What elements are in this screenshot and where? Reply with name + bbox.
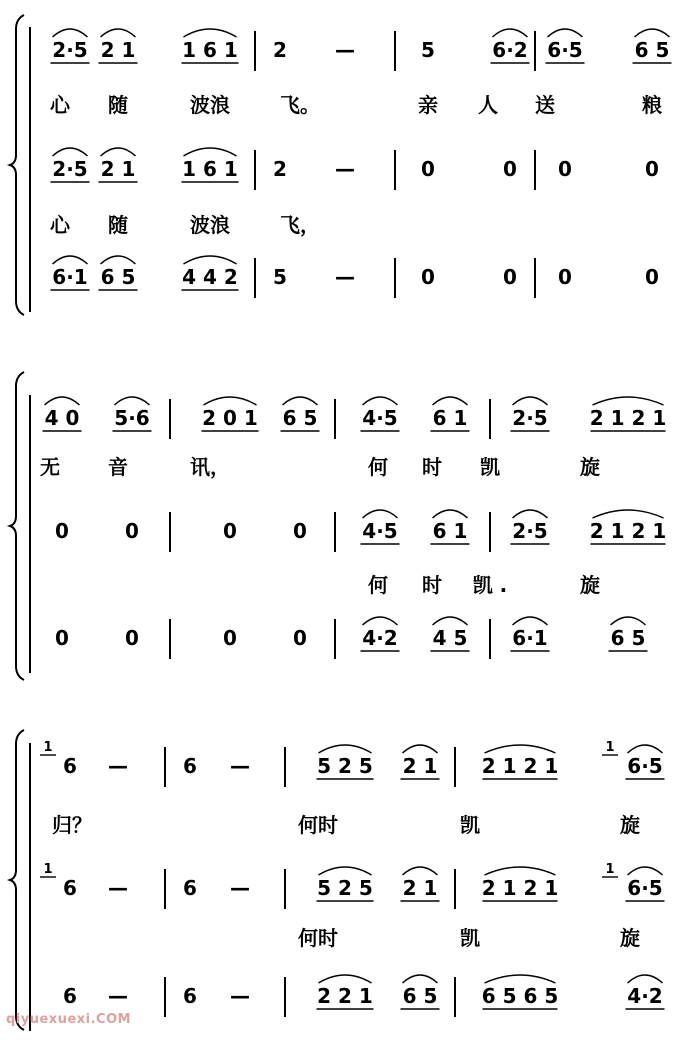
note-group: 6·1 bbox=[512, 626, 548, 650]
note-group: 2 bbox=[273, 38, 287, 62]
note-group: 6 1 bbox=[432, 519, 468, 543]
system-brace bbox=[10, 372, 24, 680]
slur-arc bbox=[628, 975, 663, 983]
lyric-word: 凯 bbox=[480, 455, 500, 479]
lyric-word: 无 bbox=[40, 455, 60, 479]
note-group: 0 bbox=[223, 626, 237, 650]
note-group: 6·5 bbox=[547, 38, 583, 62]
note-group: 0 bbox=[558, 265, 572, 289]
lyric-word: 飞， bbox=[280, 213, 320, 237]
slur-arc bbox=[53, 148, 88, 156]
note-group: 0 bbox=[558, 157, 572, 181]
note-group: 6 bbox=[63, 984, 77, 1008]
slur-arc bbox=[485, 975, 556, 983]
slur-arc bbox=[513, 510, 548, 518]
lyric-word: 归？ bbox=[52, 813, 92, 837]
slur-arc bbox=[184, 256, 237, 264]
note-group: 6 bbox=[183, 754, 197, 778]
slur-arc bbox=[101, 148, 136, 156]
slur-arc bbox=[493, 29, 528, 37]
note-group: 6 bbox=[183, 876, 197, 900]
slur-arc bbox=[363, 510, 398, 518]
note-group: 0 bbox=[55, 519, 69, 543]
note-group: 2 1 2 1 bbox=[589, 406, 667, 430]
note-group: 6 bbox=[183, 984, 197, 1008]
lyric-word: 旋 bbox=[620, 813, 640, 837]
lyric-word: 何时 bbox=[298, 813, 338, 837]
lyric-word: 飞。 bbox=[280, 93, 320, 117]
note-group: 2 1 bbox=[402, 876, 438, 900]
note-group: — bbox=[335, 38, 355, 62]
slur-arc bbox=[283, 397, 318, 405]
slur-arc bbox=[319, 975, 372, 983]
note-group: 6 5 6 5 bbox=[481, 984, 559, 1008]
note-group: 5·6 bbox=[114, 406, 150, 430]
slur-arc bbox=[204, 397, 257, 405]
slur-arc bbox=[548, 29, 583, 37]
note-group: 0 bbox=[503, 157, 517, 181]
slur-arc bbox=[513, 617, 548, 625]
lyric-word: 波浪 bbox=[190, 93, 230, 117]
note-group: 0 bbox=[645, 157, 659, 181]
slur-arc bbox=[628, 745, 663, 753]
lyric-word: 凯 . bbox=[472, 573, 508, 597]
lyric-word: 讯， bbox=[190, 455, 230, 479]
note-group: 0 bbox=[125, 519, 139, 543]
note-group: 1 6 1 bbox=[182, 157, 238, 181]
note-group: 2 1 2 1 bbox=[481, 876, 559, 900]
note-group: — bbox=[108, 876, 128, 900]
lyric-word: 送 bbox=[535, 93, 555, 117]
note-group: 4 0 bbox=[44, 406, 80, 430]
note-group: 6 bbox=[63, 754, 77, 778]
note-group: 4·2 bbox=[362, 626, 398, 650]
note-group: 6·5 bbox=[627, 876, 663, 900]
grace-note: 1 bbox=[605, 740, 615, 755]
note-group: 0 bbox=[125, 626, 139, 650]
note-group: 0 bbox=[223, 519, 237, 543]
note-group: — bbox=[108, 754, 128, 778]
note-group: 6 bbox=[63, 876, 77, 900]
note-group: 5 bbox=[273, 265, 287, 289]
note-group: 2 1 2 1 bbox=[589, 519, 667, 543]
slur-arc bbox=[593, 510, 664, 518]
lyric-word: 时 bbox=[422, 573, 442, 597]
note-group: — bbox=[230, 984, 250, 1008]
slur-arc bbox=[433, 397, 468, 405]
lyric-word: 亲 bbox=[418, 93, 438, 117]
lyric-word: 粮 bbox=[642, 93, 662, 117]
lyric-word: 音 bbox=[108, 455, 128, 479]
slur-arc bbox=[433, 617, 468, 625]
slur-arc bbox=[635, 29, 670, 37]
lyric-word: 旋 bbox=[580, 455, 600, 479]
slur-arc bbox=[628, 867, 663, 875]
note-group: — bbox=[335, 157, 355, 181]
slur-arc bbox=[611, 617, 646, 625]
slur-arc bbox=[485, 745, 556, 753]
note-group: 5 2 5 bbox=[317, 754, 373, 778]
slur-arc bbox=[403, 867, 438, 875]
slur-arc bbox=[184, 29, 237, 37]
note-group: 4·2 bbox=[627, 984, 663, 1008]
slur-arc bbox=[53, 29, 88, 37]
watermark: qiyuexuexi.COM bbox=[6, 1012, 132, 1027]
lyric-word: 心 bbox=[50, 213, 70, 237]
note-group: 2·5 bbox=[52, 38, 88, 62]
note-group: — bbox=[108, 984, 128, 1008]
slur-arc bbox=[593, 397, 664, 405]
slur-arc bbox=[363, 397, 398, 405]
note-group: — bbox=[230, 876, 250, 900]
note-group: 2·5 bbox=[52, 157, 88, 181]
slur-arc bbox=[319, 867, 372, 875]
note-group: 1 6 1 bbox=[182, 38, 238, 62]
lyric-word: 何 bbox=[368, 573, 388, 597]
lyric-word: 随 bbox=[108, 213, 128, 237]
note-group: 2 1 bbox=[402, 754, 438, 778]
note-group: 0 bbox=[293, 626, 307, 650]
grace-note: 1 bbox=[43, 740, 53, 755]
slur-arc bbox=[101, 29, 136, 37]
note-group: 0 bbox=[293, 519, 307, 543]
note-group: 2 1 2 1 bbox=[481, 754, 559, 778]
slur-arc bbox=[184, 148, 237, 156]
grace-note: 1 bbox=[605, 862, 615, 877]
note-group: 6 5 bbox=[282, 406, 318, 430]
note-group: 6 5 bbox=[100, 265, 136, 289]
slur-arc bbox=[115, 397, 150, 405]
note-group: 5 bbox=[421, 38, 435, 62]
slur-arc bbox=[101, 256, 136, 264]
note-group: 0 bbox=[55, 626, 69, 650]
note-group: 2 1 bbox=[100, 157, 136, 181]
note-group: 4 5 bbox=[432, 626, 468, 650]
note-group: 6 1 bbox=[432, 406, 468, 430]
lyric-word: 旋 bbox=[620, 926, 640, 950]
slur-arc bbox=[433, 510, 468, 518]
note-group: 2 bbox=[273, 157, 287, 181]
note-group: 6 5 bbox=[634, 38, 670, 62]
lyric-word: 心 bbox=[50, 93, 70, 117]
slur-arc bbox=[319, 745, 372, 753]
lyric-word: 旋 bbox=[580, 573, 600, 597]
note-group: 4 4 2 bbox=[182, 265, 238, 289]
note-group: 0 bbox=[421, 157, 435, 181]
note-group: 0 bbox=[421, 265, 435, 289]
note-group: 2·5 bbox=[512, 519, 548, 543]
slur-arc bbox=[363, 617, 398, 625]
note-group: — bbox=[230, 754, 250, 778]
note-group: 2·5 bbox=[512, 406, 548, 430]
lyric-word: 凯 bbox=[460, 813, 480, 837]
lyric-word: 时 bbox=[422, 455, 442, 479]
slur-arc bbox=[53, 256, 88, 264]
lyric-word: 人 bbox=[478, 93, 498, 117]
note-group: — bbox=[335, 265, 355, 289]
slur-arc bbox=[485, 867, 556, 875]
note-group: 2 0 1 bbox=[202, 406, 258, 430]
slur-arc bbox=[403, 975, 438, 983]
slur-arc bbox=[403, 745, 438, 753]
lyric-word: 随 bbox=[108, 93, 128, 117]
lyric-word: 波浪 bbox=[190, 213, 230, 237]
note-group: 2 1 bbox=[100, 38, 136, 62]
slur-arc bbox=[513, 397, 548, 405]
note-group: 6·1 bbox=[52, 265, 88, 289]
grace-note: 1 bbox=[43, 862, 53, 877]
lyric-word: 何 bbox=[368, 455, 388, 479]
note-group: 5 2 5 bbox=[317, 876, 373, 900]
note-group: 6·5 bbox=[627, 754, 663, 778]
note-group: 4·5 bbox=[362, 519, 398, 543]
note-group: 2 2 1 bbox=[317, 984, 373, 1008]
system-brace bbox=[10, 730, 24, 1030]
slur-arc bbox=[45, 397, 80, 405]
note-group: 4·5 bbox=[362, 406, 398, 430]
note-group: 0 bbox=[645, 265, 659, 289]
note-group: 6·2 bbox=[492, 38, 528, 62]
lyric-word: 何时 bbox=[298, 926, 338, 950]
note-group: 6 5 bbox=[610, 626, 646, 650]
lyric-word: 凯 bbox=[460, 926, 480, 950]
note-group: 6 5 bbox=[402, 984, 438, 1008]
system-brace bbox=[10, 15, 24, 315]
note-group: 0 bbox=[503, 265, 517, 289]
